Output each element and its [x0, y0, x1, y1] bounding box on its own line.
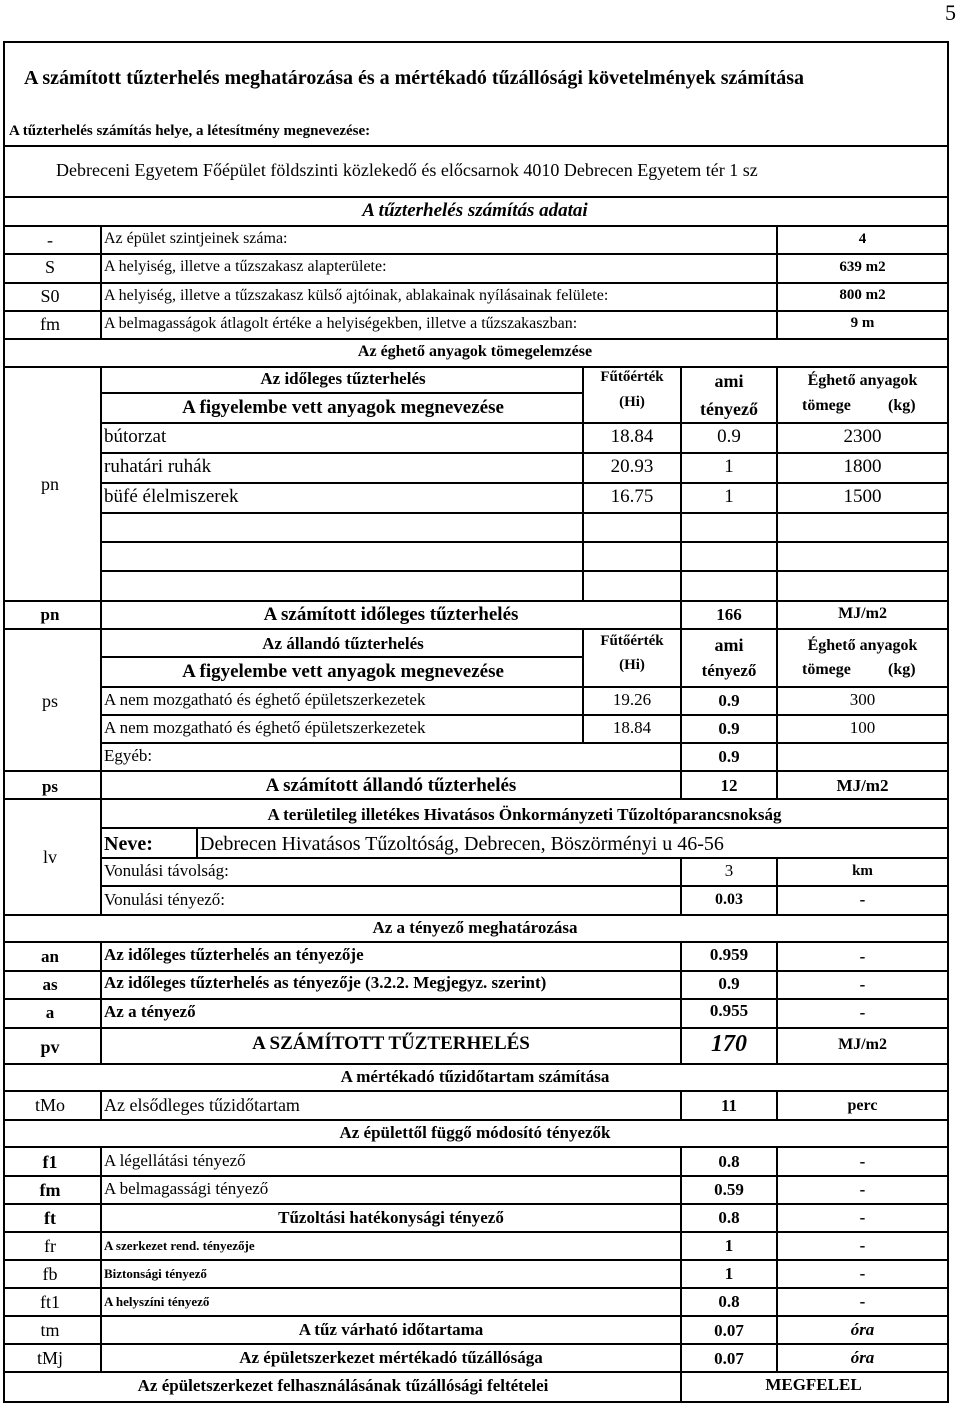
tmo-label: Az elsődleges tűzidőtartam [104, 1095, 300, 1115]
mod-row-label: Tűzoltási hatékonysági tényező [278, 1208, 504, 1227]
duration-header: A mértékadó tűzidőtartam számítása [340, 1067, 610, 1086]
perm-sym: ps [41, 691, 58, 711]
building-row-sym: fm [40, 314, 60, 334]
temp-item-hi: 16.75 [610, 486, 654, 507]
temp-item-fact: 0.9 [717, 426, 741, 447]
data-header: A tűzterhelés számítás adatai [362, 200, 588, 221]
mod-row-unit: - [859, 1180, 866, 1199]
fire-dept-dist-value: 3 [724, 861, 734, 880]
temp-title: Az időleges tűzterhelés [260, 369, 426, 388]
tmj-label: Az épületszerkezet mértékadó tűzállósága [239, 1348, 543, 1367]
perm-item-fact: 0.9 [718, 719, 740, 738]
building-row-value: 800 m2 [839, 287, 886, 303]
pv-label: A SZÁMÍTOTT TŰZTERHELÉS [252, 1033, 530, 1054]
mod-row-sym: ft [44, 1208, 56, 1228]
perm-col-name: A figyelembe vett anyagok megnevezése [182, 661, 504, 682]
fire-dept-fact-label: Vonulási tényező: [104, 890, 226, 909]
temp-item-hi: 20.93 [610, 456, 654, 477]
location-value: Debreceni Egyetem Főépület földszinti közlekedő és előcsarnok 4010 Debrecen Egyetem tér 1 sz [56, 160, 758, 180]
temp-result-label: A számított időleges tűzterhelés [263, 604, 519, 625]
fire-dept-header: A területileg illetékes Hivatásos Önkormányzeti Tűzoltóparancsnokság [267, 805, 782, 824]
pv-unit: MJ/m2 [838, 1036, 887, 1053]
building-row-value: 9 m [850, 315, 875, 331]
mod-row-label: A helyszíni tényező [104, 1294, 210, 1309]
temp-col-fact-2: tényező [700, 399, 758, 419]
pv-sym: pv [40, 1037, 60, 1057]
temp-col-hi-2: (Hi) [619, 394, 645, 410]
document-title: A számított tűzterhelés meghatározása és a mértékadó tűzállósági követelmények számítása [24, 67, 805, 89]
fire-dept-sym: lv [42, 847, 57, 867]
tmo-unit: perc [847, 1097, 878, 1114]
a-row-sym: a [45, 1003, 55, 1022]
perm-item-hi: 19.26 [612, 690, 652, 709]
perm-result-sym: ps [41, 777, 59, 796]
tm-value: 0.07 [714, 1321, 744, 1340]
mod-row-unit: - [859, 1292, 866, 1311]
a-row-sym: as [42, 975, 58, 994]
building-row-label: A belmagasságok átlagolt értéke a helyiségekben, illetve a tűzszakaszban: [104, 315, 578, 332]
building-row-sym: S0 [40, 286, 60, 306]
perm-col-mass-2: tömege [802, 661, 851, 678]
mod-row-unit: - [859, 1264, 866, 1283]
mod-row-label: A belmagassági tényező [104, 1179, 269, 1198]
temp-item-fact: 1 [724, 486, 734, 507]
mod-row-label: A légellátási tényező [104, 1151, 246, 1170]
tmj-value: 0.07 [714, 1349, 744, 1368]
temp-item-name: büfé élelmiszerek [104, 486, 239, 507]
perm-other-fact: 0.9 [718, 747, 740, 766]
building-row-value: 639 m2 [839, 259, 886, 275]
perm-result-value: 12 [720, 776, 738, 795]
perm-other-label: Egyéb: [104, 746, 153, 765]
a-row-label: Az időleges tűzterhelés as tényezője (3.2.2. Megjegyz. szerint) [104, 973, 547, 992]
a-header: Az a tényező meghatározása [372, 918, 578, 937]
mod-row-unit: - [859, 1236, 866, 1255]
perm-col-mass-1: Éghető anyagok [807, 637, 918, 654]
mod-row-unit: - [859, 1208, 866, 1227]
perm-col-mass-unit: (kg) [888, 661, 916, 678]
perm-result-unit: MJ/m2 [836, 776, 889, 795]
temp-item-name: bútorzat [104, 426, 167, 447]
perm-col-fact-1: ami [714, 635, 744, 655]
temp-col-mass-1: Éghető anyagok [807, 372, 918, 389]
a-row-sym: an [41, 947, 59, 966]
temp-item-mass: 2300 [843, 426, 882, 447]
mod-row-sym: fb [42, 1264, 58, 1284]
mod-row-value: 1 [724, 1236, 734, 1255]
a-row-label: Az időleges tűzterhelés an tényezője [104, 945, 364, 964]
page-number: 5 [945, 0, 956, 25]
tmj-sym: tMj [36, 1348, 63, 1368]
temp-item-fact: 1 [724, 456, 734, 477]
temp-result-sym: pn [40, 605, 60, 624]
mod-row-value: 1 [724, 1264, 734, 1283]
temp-item-mass: 1500 [843, 486, 882, 507]
mod-row-sym: ft1 [40, 1292, 60, 1312]
perm-item-mass: 300 [849, 690, 876, 709]
mod-row-value: 0.59 [714, 1180, 744, 1199]
mod-row-sym: fr [44, 1236, 56, 1256]
building-row-label: Az épület szintjeinek száma: [104, 230, 288, 247]
perm-col-fact-2: tényező [701, 661, 757, 680]
perm-col-hi-2: (Hi) [619, 657, 645, 673]
mod-row-value: 0.8 [718, 1208, 740, 1227]
tmo-value: 11 [720, 1096, 738, 1115]
fire-dept-dist-unit: km [852, 863, 873, 879]
temp-col-mass-2: tömege [802, 397, 851, 414]
mod-row-value: 0.8 [718, 1152, 740, 1171]
perm-item-name: A nem mozgatható és éghető épületszerkezetek [104, 718, 426, 737]
a-row-unit: - [859, 947, 866, 966]
tmo-sym: tMo [34, 1095, 65, 1115]
mod-header: Az épülettől függő módosító tényezők [339, 1123, 611, 1142]
temp-col-hi-1: Fűtőérték [600, 369, 664, 385]
fire-dept-fact-unit: - [859, 890, 866, 909]
final-label: Az épületszerkezet felhasználásának tűzállósági feltételei [137, 1376, 549, 1395]
temp-item-name: ruhatári ruhák [104, 456, 212, 477]
building-row-value: 4 [858, 231, 867, 247]
a-row-value: 0.955 [709, 1001, 749, 1020]
temp-item-hi: 18.84 [610, 426, 654, 447]
perm-item-fact: 0.9 [718, 691, 740, 710]
building-row-sym: - [47, 230, 53, 250]
final-value: MEGFELEL [765, 1375, 862, 1394]
mod-row-value: 0.8 [718, 1292, 740, 1311]
perm-col-hi-1: Fűtőérték [600, 633, 664, 649]
mod-row-unit: - [859, 1152, 866, 1171]
a-row-unit: - [859, 975, 866, 994]
a-row-value: 0.9 [718, 974, 740, 993]
mass-header: Az éghető anyagok tömegelemzése [357, 343, 593, 360]
perm-title: Az állandó tűzterhelés [262, 634, 424, 653]
tm-unit: óra [850, 1320, 875, 1339]
temp-item-mass: 1800 [843, 456, 882, 477]
a-row-unit: - [859, 1003, 866, 1022]
tmj-unit: óra [850, 1348, 875, 1367]
building-row-label: A helyiség, illetve a tűzszakasz külső ajtóinak, ablakainak nyílásainak felülete: [104, 287, 609, 304]
mod-row-label: A szerkezet rend. tényezője [104, 1238, 255, 1253]
temp-col-fact-1: ami [714, 371, 744, 391]
mod-row-sym: f1 [42, 1152, 58, 1172]
temp-col-mass-unit: (kg) [888, 397, 916, 414]
perm-item-mass: 100 [849, 718, 876, 737]
mod-row-label: Biztonsági tényező [104, 1266, 207, 1281]
pv-value: 170 [711, 1031, 747, 1057]
tm-sym: tm [40, 1320, 60, 1340]
fire-dept-dist-label: Vonulási távolság: [104, 861, 229, 880]
temp-result-value: 166 [716, 605, 742, 624]
building-row-sym: S [44, 257, 55, 277]
perm-result-label: A számított állandó tűzterhelés [265, 775, 517, 796]
temp-result-unit: MJ/m2 [838, 605, 887, 622]
perm-item-name: A nem mozgatható és éghető épületszerkezetek [104, 690, 426, 709]
tm-label: A tűz várható időtartama [298, 1320, 484, 1339]
fire-dept-name-value: Debrecen Hivatásos Tűzoltóság, Debrecen, Böszörményi u 46-56 [200, 833, 724, 855]
a-row-label: Az a tényező [104, 1002, 196, 1021]
mod-row-sym: fm [39, 1180, 61, 1200]
a-row-value: 0.959 [709, 945, 749, 964]
perm-item-hi: 18.84 [612, 718, 652, 737]
fire-dept-fact-value: 0.03 [715, 891, 743, 908]
building-row-label: A helyiség, illetve a tűzszakasz alapterülete: [104, 258, 387, 275]
fire-dept-name-label: Neve: [104, 833, 153, 855]
temp-sym: pn [41, 474, 59, 494]
temp-col-name: A figyelembe vett anyagok megnevezése [182, 397, 504, 418]
location-label: A tűzterhelés számítás helye, a létesítmény megnevezése: [9, 123, 371, 139]
